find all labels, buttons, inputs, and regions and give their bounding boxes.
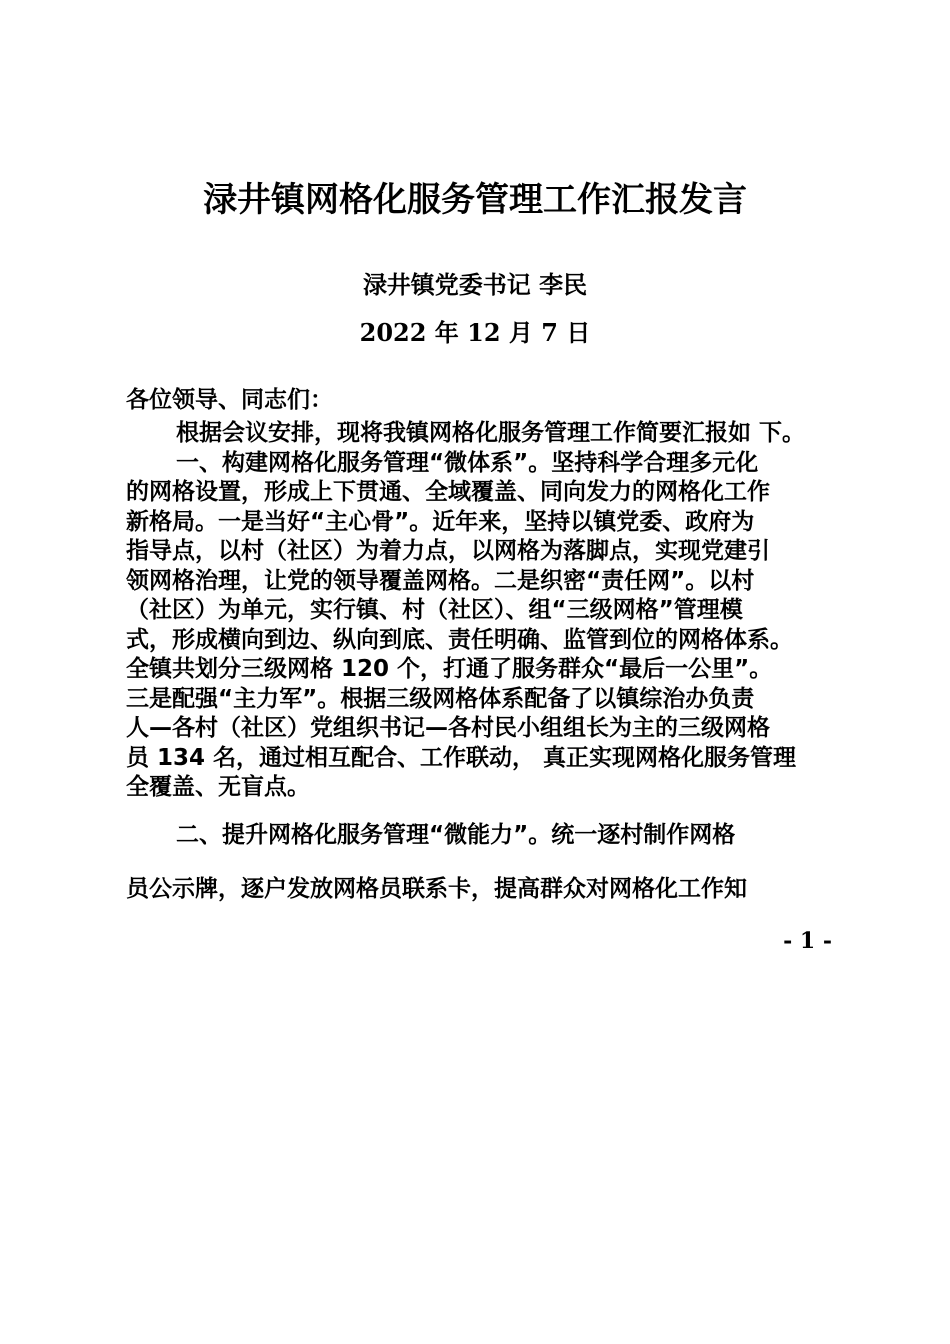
body-line: 指导点，以村（社区）为着力点，以网格为落脚点，实现党建引 bbox=[126, 538, 770, 564]
body-line: 根据会议安排，现将我镇网格化服务管理工作简要汇报如 下。 bbox=[176, 420, 806, 446]
body-line: 全覆盖、无盲点。 bbox=[126, 774, 310, 800]
body-line: 新格局。一是当好“主心骨”。近年来，坚持以镇党委、政府为 bbox=[126, 508, 755, 535]
salutation: 各位领导、同志们： bbox=[126, 387, 333, 413]
body-line: 领网格治理，让党的领导覆盖网格。二是织密“责任网”。以村 bbox=[126, 567, 755, 594]
document-date: 2022 年 12 月 7 日 bbox=[359, 318, 591, 347]
body-line: 员 134 名，通过相互配合、工作联动， 真正实现网格化服务管理 bbox=[126, 744, 797, 771]
body-line: 二、提升网格化服务管理“微能力”。统一逐村制作网格 bbox=[176, 821, 736, 848]
body-line: 人—各村（社区）党组织书记—各村民小组组长为主的三级网格 bbox=[126, 715, 770, 741]
body-line: 三是配强“主力军”。根据三级网格体系配备了以镇综治办负责 bbox=[126, 685, 755, 712]
body-line: 式，形成横向到边、纵向到底、责任明确、监管到位的网格体系。 bbox=[126, 626, 793, 653]
page-number: - 1 - bbox=[783, 928, 832, 954]
body-line: 一、构建网格化服务管理“微体系”。坚持科学合理多元化 bbox=[176, 449, 759, 476]
body-line: （社区）为单元，实行镇、村（社区）、组“三级网格”管理模 bbox=[126, 597, 743, 623]
body-line: 全镇共划分三级网格 120 个，打通了服务群众“最后一公里”。 bbox=[126, 656, 773, 682]
body-line: 的网格设置，形成上下贯通、全域覆盖、同向发力的网格化工作 bbox=[126, 479, 770, 505]
document-body bbox=[126, 386, 856, 909]
document-author: 渌井镇党委书记 李民 bbox=[362, 271, 588, 299]
body-line: 员公示牌，逐户发放网格员联系卡，提高群众对网格化工作知 bbox=[126, 875, 747, 902]
document-title: 渌井镇网格化服务管理工作汇报发言 bbox=[203, 180, 747, 220]
